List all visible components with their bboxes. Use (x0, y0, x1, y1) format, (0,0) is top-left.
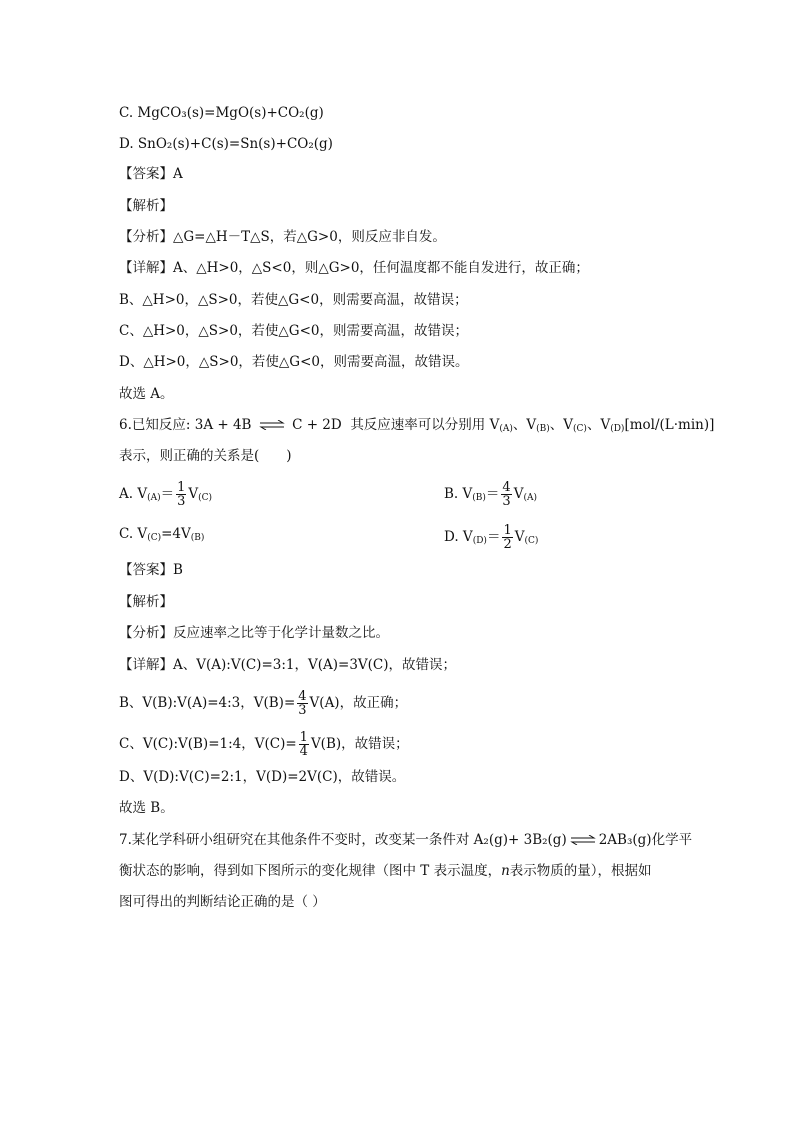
q5-option-d: D. SnO₂(s)+C(s)=Sn(s)+CO₂(g) (119, 136, 333, 152)
q5-answer: 【答案】A (119, 166, 183, 182)
q6-stem-prefix: 6.已知反应: (119, 417, 191, 433)
q6-reaction-right: C + 2D (292, 417, 342, 433)
q6-fenxi: 【分析】反应速率之比等于化学计量数之比。 (119, 625, 389, 641)
equilibrium-arrow-icon (259, 416, 285, 436)
q6-detail-c: C、V(C):V(B)=1:4，V(C)= $\frac{1}{4}$ V(B)，故错误； (119, 730, 409, 759)
q5-detail-d: D、△H>0，△S>0，若使△G<0，则需要高温，故错误。 (119, 354, 469, 370)
q5-analysis-heading: 【解析】 (119, 198, 173, 214)
q5-detail-a: 【详解】A、△H>0，△S<0，则△G>0，任何温度都不能自发进行，故正确； (119, 260, 589, 276)
q5-conclusion: 故选 A。 (119, 386, 174, 402)
q6-detail-b: B、V(B):V(A)=4:3，V(B)= $\frac{4}{3}$ V(A)，故正确； (119, 689, 408, 718)
q7-stem-line1: 7.某化学科研小组研究在其他条件不变时，改变某一条件对 A₂(g)+ 3B₂(g) 2AB₃(g)化学平 (119, 830, 692, 851)
q6-analysis-heading: 【解析】 (119, 594, 173, 610)
q5-detail-b: B、△H>0，△S>0，若使△G<0，则需要高温，故错误； (119, 292, 468, 308)
q6-stem-mid: 其反应速率可以分别用 (350, 417, 486, 433)
equilibrium-arrow-icon (570, 831, 596, 851)
q6-reaction-left: 3A + 4B (194, 417, 252, 433)
q6-option-a: A. $V_{(A)}=$ $\frac{1}{3}$ $V_{(C)}$ (119, 480, 213, 509)
q7-stem-line2: 衡状态的影响，得到如下图所示的变化规律（图中 T 表示温度，n表示物质的量），根据如 (119, 863, 652, 879)
q6-answer: 【答案】B (119, 562, 183, 578)
q5-option-c: C. MgCO₃(s)=MgO(s)+CO₂(g) (119, 105, 324, 121)
q6-conclusion: 故选 B。 (119, 800, 174, 816)
q6-option-d: D. $V_{(D)}=$ $\frac{1}{2}$ $V_{(C)}$ (444, 523, 539, 552)
q6-detail-d: D、V(D):V(C)=2:1，V(D)=2V(C)，故错误。 (119, 769, 406, 785)
q6-rate-unit: [mol/(L·min)] (624, 417, 715, 433)
q6-option-b: B. $V_{(B)}=$ $\frac{4}{3}$ $V_{(A)}$ (444, 480, 537, 509)
q5-fenxi: 【分析】△G=△H－T△S，若△G>0，则反应非自发。 (119, 229, 446, 245)
q6-option-c: C. $V_{(C)}=4V_{(B)}$ (119, 526, 205, 543)
q6-stem-line2: 表示，则正确的关系是( ) (119, 448, 292, 464)
q6-stem-line1: 6.已知反应: 3A + 4B C + 2D 其反应速率可以分别用 $V_{(A)}$、$V_{(B)}$、$V_{(C)}$、$V_{(D)}[mol/(L\cdot\min)]$ (119, 417, 715, 434)
q5-detail-c: C、△H>0，△S>0，若使△G<0，则需要高温，故错误； (119, 323, 468, 339)
q6-detail-a: 【详解】A、V(A):V(C)=3:1，V(A)=3V(C)，故错误； (119, 657, 457, 673)
q7-stem-line3: 图可得出的判断结论正确的是（ ） (119, 894, 326, 910)
